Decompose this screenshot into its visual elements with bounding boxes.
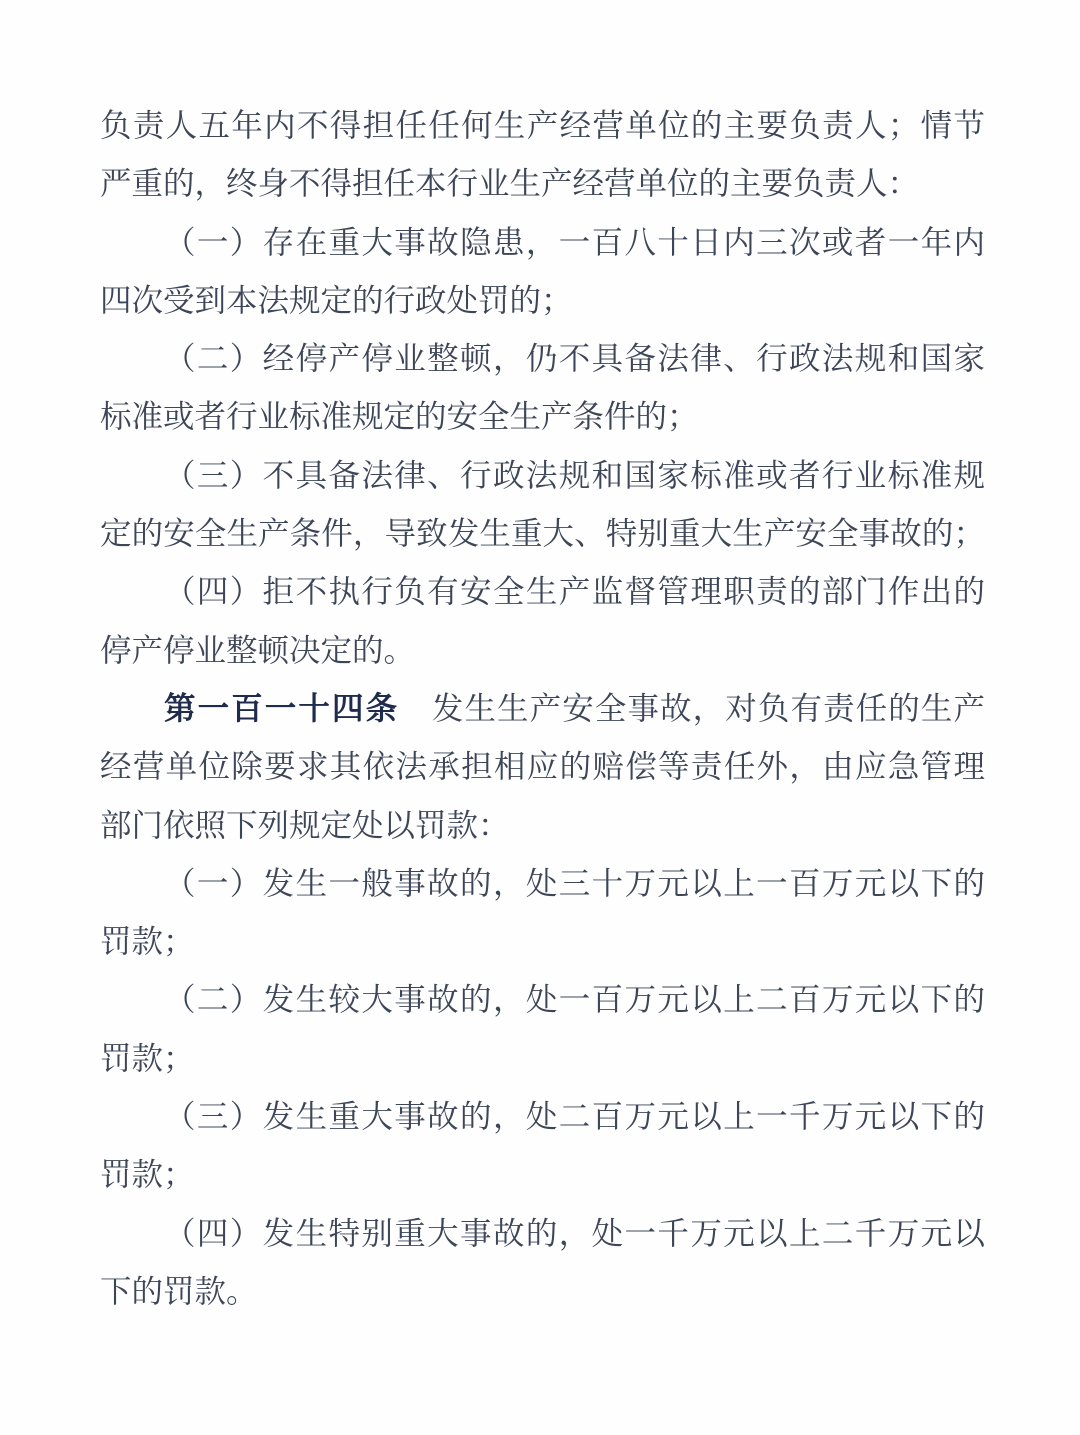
text-line [100, 1263, 985, 1321]
text-line [100, 1030, 985, 1088]
text-line [100, 855, 985, 913]
text-line [100, 680, 985, 738]
text-line [100, 447, 985, 505]
text-line [100, 272, 985, 330]
text-line [100, 913, 985, 971]
text-line [100, 97, 985, 155]
text-line [100, 214, 985, 272]
text-run: 严重的，终身不得担任本行业生产经营单位的主要负责人： [100, 166, 920, 203]
text-run: 下的罚款。 [100, 1273, 258, 1310]
text-run: 停产停业整顿决定的。 [100, 632, 416, 669]
text-line [100, 505, 985, 563]
text-run: 罚款； [100, 1157, 195, 1194]
text-line [100, 1146, 985, 1204]
text-line [100, 971, 985, 1029]
text-run: 定的安全生产条件，导致发生重大、特别重大生产安全事故的； [100, 516, 985, 553]
text-run: （三）不具备法律、行政法规和国家标准或者行业标准规 [164, 457, 985, 494]
text-line [100, 622, 985, 680]
text-run: 部门依照下列规定处以罚款： [100, 807, 510, 844]
text-line [100, 330, 985, 388]
text-line [100, 155, 985, 213]
text-run: 标准或者行业标准规定的安全生产条件的； [100, 399, 699, 436]
text-line [100, 797, 985, 855]
text-run: 罚款； [100, 924, 195, 961]
text-run: 发生生产安全事故，对负有责任的生产 [399, 690, 985, 727]
text-run: （一）发生一般事故的，处三十万元以上一百万元以下的 [164, 865, 985, 902]
text-run: （三）发生重大事故的，处二百万元以上一千万元以下的 [164, 1099, 985, 1136]
text-line [100, 1205, 985, 1263]
text-run: （二）经停产停业整顿，仍不具备法律、行政法规和国家 [164, 341, 985, 378]
article-number: 第一百一十四条 [164, 690, 400, 727]
text-line [100, 738, 985, 796]
text-run: （四）拒不执行负有安全生产监督管理职责的部门作出的 [164, 574, 985, 611]
text-line [100, 388, 985, 446]
text-line [100, 563, 985, 621]
text-run: （四）发生特别重大事故的，处一千万元以上二千万元以 [164, 1215, 985, 1252]
text-run: 负责人五年内不得担任任何生产经营单位的主要负责人；情节 [100, 108, 985, 144]
text-line [100, 1088, 985, 1146]
text-run: （二）发生较大事故的，处一百万元以上二百万元以下的 [164, 982, 985, 1019]
text-run: （一）存在重大事故隐患，一百八十日内三次或者一年内 [164, 224, 985, 261]
text-run: 四次受到本法规定的行政处罚的； [100, 282, 573, 319]
text-run: 经营单位除要求其依法承担相应的赔偿等责任外，由应急管理 [100, 749, 985, 786]
text-run: 罚款； [100, 1040, 195, 1077]
document-body [100, 97, 985, 1321]
